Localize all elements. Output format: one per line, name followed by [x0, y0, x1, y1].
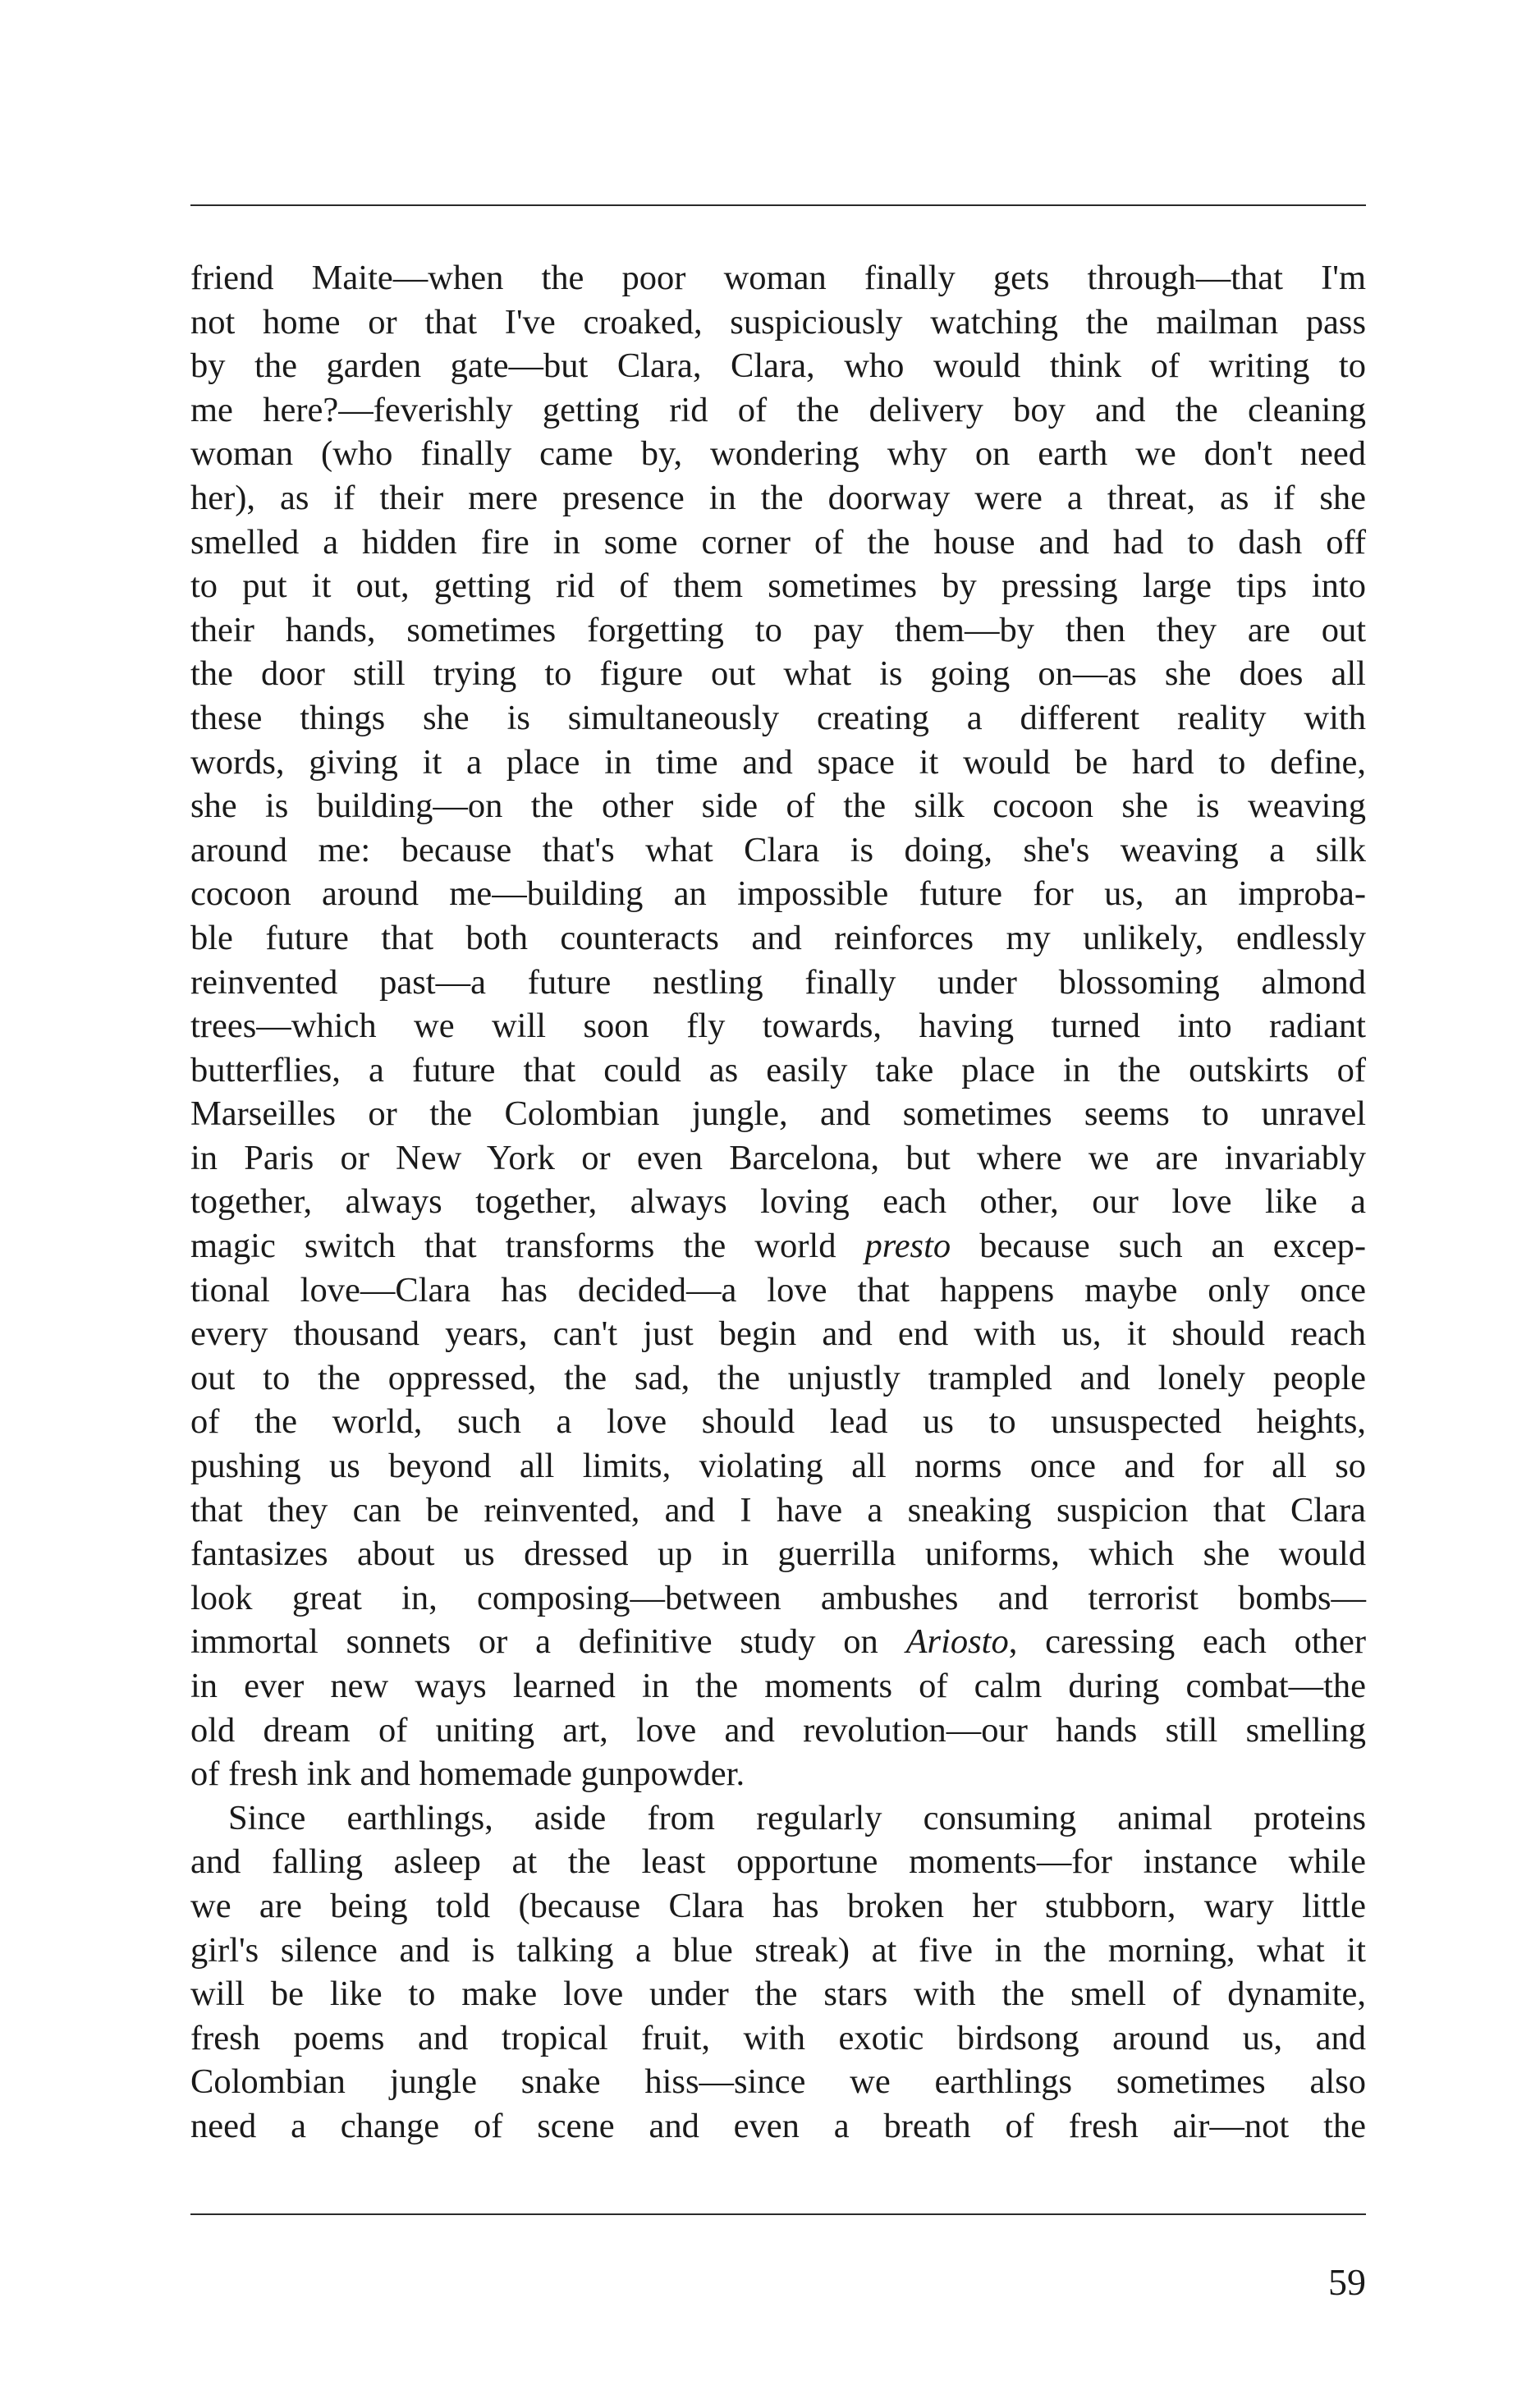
- page-number: 59: [1328, 2261, 1366, 2303]
- text-line: Colombian jungle snake hiss—since we earthlings sometimes also: [190, 2062, 1366, 2102]
- text-line: of the world, such a love should lead us to unsuspected heights,: [190, 1402, 1366, 1442]
- paragraph-2: [190, 1796, 1366, 2149]
- text-line: to put it out, getting rid of them sometimes by pressing large tips into: [190, 566, 1366, 606]
- text-line: words, giving it a place in time and space it would be hard to define,: [190, 742, 1366, 782]
- text-line: old dream of uniting art, love and revolution—our hands still smelling: [190, 1710, 1366, 1750]
- text-line: me here?—feverishly getting rid of the delivery boy and the cleaning: [190, 390, 1366, 429]
- text-line: girl's silence and is talking a blue streak) at five in the morning, what it: [190, 1930, 1366, 1970]
- text-line: we are being told (because Clara has broken her stubborn, wary little: [190, 1886, 1366, 1925]
- text-line: that they can be reinvented, and I have a sneaking suspicion that Clara: [190, 1490, 1366, 1530]
- text-line: fresh poems and tropical fruit, with exotic birdsong around us, and: [190, 2018, 1366, 2057]
- text-line: Since earthlings, aside from regularly consuming animal proteins: [228, 1798, 1366, 1837]
- text-line: immortal sonnets or a definitive study on Ariosto, caressing each other: [190, 1622, 1367, 1662]
- text-line: magic switch that transforms the world presto because such an excep-: [190, 1227, 1366, 1266]
- text-line: tional love—Clara has decided—a love that happens maybe only once: [190, 1270, 1366, 1310]
- text-line: look great in, composing—between ambushes and terrorist bombs—: [190, 1578, 1366, 1617]
- text-line: ble future that both counteracts and reinforces my unlikely, endlessly: [190, 918, 1366, 957]
- top-rule: [190, 204, 1366, 206]
- text-line: not home or that I've croaked, suspiciously watching the mailman pass: [190, 302, 1366, 342]
- text-line: woman (who finally came by, wondering why on earth we don't need: [190, 434, 1366, 474]
- body-text: [190, 256, 1366, 2149]
- text-line: trees—which we will soon fly towards, having turned into radiant: [190, 1007, 1366, 1046]
- text-line: by the garden gate—but Clara, Clara, who would think of writing to: [190, 346, 1366, 386]
- text-line: reinvented past—a future nestling finally under blossoming almond: [190, 962, 1366, 1002]
- paragraph-1: [190, 256, 1366, 1796]
- text-line: Marseilles or the Colombian jungle, and sometimes seems to unravel: [190, 1094, 1366, 1134]
- text-line: these things she is simultaneously creating a different reality with: [190, 698, 1366, 737]
- text-line: together, always together, always loving each other, our love like a: [190, 1182, 1366, 1222]
- text-line: cocoon around me—building an impossible future for us, an improba-: [190, 874, 1366, 914]
- text-line: in Paris or New York or even Barcelona, but where we are invariably: [190, 1138, 1366, 1177]
- text-line: every thousand years, can't just begin and end with us, it should reach: [190, 1314, 1366, 1354]
- text-line: fantasizes about us dressed up in guerrilla uniforms, which she would: [190, 1534, 1366, 1574]
- text-line: friend Maite—when the poor woman finally gets through—that I'm: [190, 259, 1366, 297]
- bottom-rule: [190, 2213, 1366, 2215]
- text-line: she is building—on the other side of the silk cocoon she is weaving: [190, 787, 1366, 826]
- text-line: out to the oppressed, the sad, the unjustly trampled and lonely people: [190, 1358, 1366, 1397]
- text-line: need a change of scene and even a breath of fresh air—not the: [190, 2106, 1366, 2145]
- text-line: in ever new ways learned in the moments of calm during combat—the: [190, 1667, 1366, 1705]
- text-line: pushing us beyond all limits, violating all norms once and for all so: [190, 1447, 1366, 1486]
- text-line: the door still trying to figure out what is going on—as she does all: [190, 654, 1366, 694]
- text-line: of fresh ink and homemade gunpowder.: [190, 1755, 745, 1794]
- text-line: will be like to make love under the stars with the smell of dynamite,: [190, 1975, 1366, 2014]
- text-line: and falling asleep at the least opportune moments—for instance while: [190, 1842, 1366, 1882]
- text-line: their hands, sometimes forgetting to pay them—by then they are out: [190, 610, 1366, 649]
- text-line: around me: because that's what Clara is doing, she's weaving a silk: [190, 830, 1366, 869]
- text-line: her), as if their mere presence in the doorway were a threat, as if she: [190, 478, 1366, 517]
- text-line: smelled a hidden fire in some corner of the house and had to dash off: [190, 522, 1366, 562]
- text-line: butterflies, a future that could as easily take place in the outskirts of: [190, 1050, 1366, 1089]
